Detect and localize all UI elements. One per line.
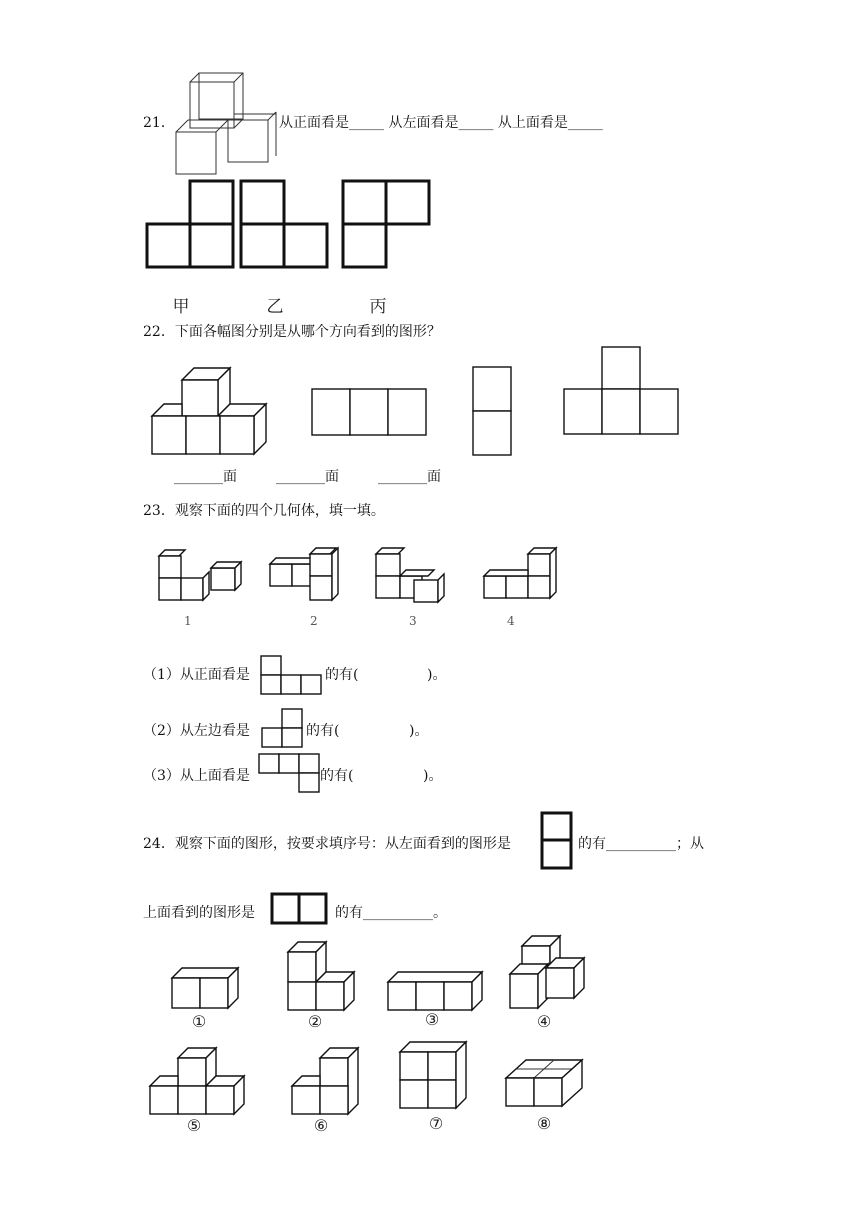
q24-figure-number-7: ⑦ — [428, 1114, 444, 1133]
shape-bing-cell — [343, 224, 386, 267]
q24-figure-6 — [290, 1046, 362, 1118]
q23-item-2-suffix: 的有( — [306, 723, 340, 739]
shape-jia-cell — [190, 181, 233, 224]
shape-bing-cell — [386, 181, 429, 224]
q23-item-2-prefix: （2）从左边看是 — [143, 723, 250, 739]
q23-solid-number-1: 1 — [184, 614, 192, 628]
q23-item-3-view — [257, 752, 321, 794]
shape-jia-cell — [190, 224, 233, 267]
q24-figure-7 — [398, 1040, 472, 1112]
q23-item-2-close: )。 — [409, 723, 429, 739]
q24-figure-number-2: ② — [307, 1012, 323, 1031]
q23-item-1-view — [259, 654, 323, 696]
q23-item-1-suffix: 的有( — [325, 667, 359, 683]
q23-solid-number-3: 3 — [409, 614, 417, 628]
q22-blank-1[interactable]: _______面 — [174, 469, 237, 485]
q24-figure-number-1: ① — [191, 1012, 207, 1031]
q24-figure-1 — [170, 966, 242, 1012]
q24-figure-2 — [286, 940, 358, 1012]
q22-title: 22．下面各幅图分别是从哪个方向看到的图形？ — [143, 324, 441, 340]
q23-title: 23．观察下面的四个几何体，填一填。 — [143, 503, 385, 519]
q24-line1-text-b: 的有__________；从 — [578, 836, 704, 852]
q23-solid-number-4: 4 — [507, 614, 515, 628]
q23-solid-2 — [266, 546, 356, 604]
q24-figure-8 — [504, 1058, 584, 1110]
q22-view-three-row — [311, 388, 431, 438]
q23-item-3-close: )。 — [423, 768, 443, 784]
q22-blank-3[interactable]: _______面 — [378, 469, 441, 485]
q21-number: 21． — [143, 115, 175, 131]
label-yi: 乙 — [266, 297, 284, 317]
q24-line1-text-a: 24．观察下面的图形，按要求填序号：从左面看到的图形是 — [143, 836, 511, 852]
shape-yi-cell — [284, 224, 327, 267]
q22-view-t-shape — [562, 346, 684, 438]
q23-item-3-suffix: 的有( — [320, 768, 354, 784]
q24-figure-number-3: ③ — [424, 1010, 440, 1029]
q24-figure-number-4: ④ — [536, 1012, 552, 1031]
shape-bing-cell — [343, 181, 386, 224]
q23-item-3-prefix: （3）从上面看是 — [143, 768, 250, 784]
q23-solid-number-2: 2 — [310, 614, 318, 628]
q24-top-view-icon — [270, 892, 330, 926]
q24-line2-text-b: 的有__________。 — [335, 905, 447, 921]
q23-item-2-view — [260, 707, 304, 749]
q23-solid-3 — [372, 546, 462, 604]
q24-left-view-icon — [540, 811, 574, 871]
q23-item-1-close: )。 — [427, 667, 447, 683]
label-bing: 丙 — [369, 297, 387, 317]
q24-figure-3 — [386, 970, 486, 1014]
q24-figure-number-8: ⑧ — [536, 1114, 552, 1133]
q21-3d-figure — [172, 70, 282, 176]
label-jia: 甲 — [172, 297, 190, 317]
q24-line2-text-a: 上面看到的图形是 — [143, 905, 255, 921]
q22-blank-2[interactable]: _______面 — [276, 469, 339, 485]
shape-jia-cell — [147, 224, 190, 267]
q22-3d-figure — [150, 364, 270, 458]
q23-item-1-prefix: （1）从正面看是 — [143, 667, 250, 683]
q24-figure-5 — [148, 1046, 248, 1118]
q23-solid-1 — [155, 546, 245, 604]
shape-yi-cell — [241, 224, 284, 267]
q21-view-shapes — [145, 178, 435, 273]
q24-figure-4 — [508, 934, 588, 1012]
q24-figure-number-5: ⑤ — [186, 1116, 202, 1135]
q23-solid-4 — [480, 546, 570, 604]
q21-question-text: 从正面看是_____ 从左面看是_____ 从上面看是_____ — [279, 115, 603, 131]
q22-view-vertical-two — [472, 366, 514, 458]
q24-figure-number-6: ⑥ — [313, 1116, 329, 1135]
shape-yi-cell — [241, 181, 284, 224]
